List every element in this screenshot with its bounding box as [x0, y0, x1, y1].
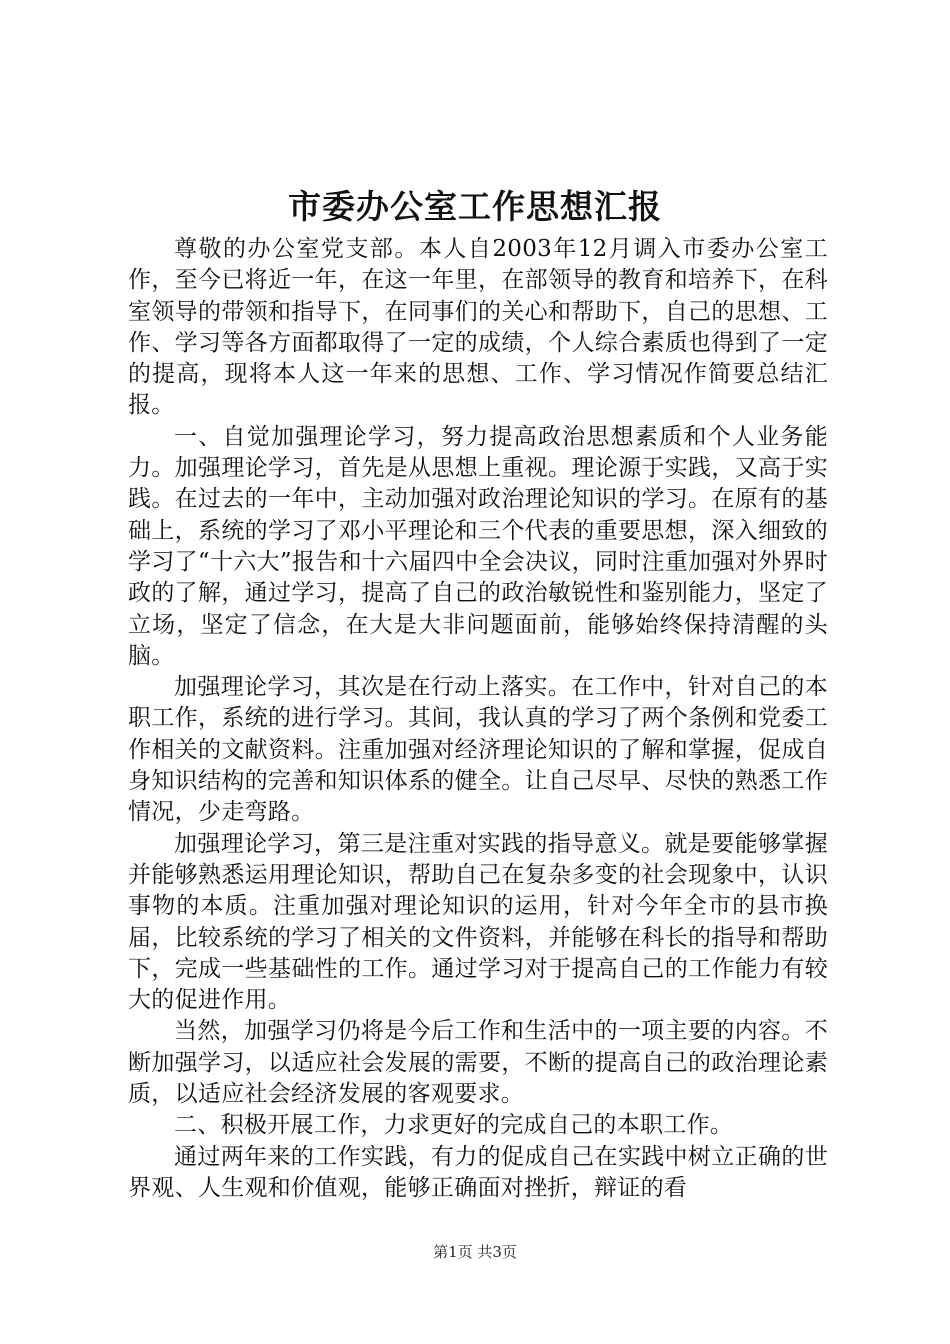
paragraph-work-practice: 通过两年来的工作实践，有力的促成自己在实践中树立正确的世界观、人生观和价值观，能够正确面对挫折，辩证的看 [128, 1143, 828, 1201]
paragraph-continued-study: 当然，加强学习仍将是今后工作和生活中的一项主要的内容。不断加强学习，以适应社会发展的需要，不断的提高自己的政治理论素质，以适应社会经济发展的客观要求。 [128, 1018, 828, 1108]
paragraph-section-two: 二、积极开展工作，力求更好的完成自己的本职工作。 [174, 1112, 734, 1139]
document-title: 市委办公室工作思想汇报 [288, 187, 662, 226]
document-body [128, 234, 828, 1204]
paragraph-theory-practice: 加强理论学习，第三是注重对实践的指导意义。就是要能够掌握并能够熟悉运用理论知识，帮助自己在复杂多变的社会现象中，认识事物的本质。注重加强对理论知识的运用，针对今年全市的县市换届，比较系统的学习了相关的文件资料，并能够在科长的指导和帮助下，完成一些基础性的工作。通过学习对于提高自己的工作能力有较大的促进作用。 [128, 830, 828, 1014]
paragraph-intro: 尊敬的办公室党支部。本人自2003年12月调入市委办公室工作，至今已将近一年，在这一年里，在部领导的教育和培养下，在科室领导的带领和指导下，在同事们的关心和帮助下，自己的思想、工作、学习等各方面都取得了一定的成绩，个人综合素质也得到了一定的提高，现将本人这一年来的思想、工作、学习情况作简要总结汇报。 [128, 236, 828, 419]
paragraph-section-one: 一、自觉加强理论学习，努力提高政治思想素质和个人业务能力。加强理论学习，首先是从思想上重视。理论源于实践，又高于实践。在过去的一年中，主动加强对政治理论知识的学习。在原有的基础上，系统的学习了邓小平理论和三个代表的重要思想，深入细致的学习了“十六大”报告和十六届四中全会决议，同时注重加强对外界时政的了解，通过学习，提高了自己的政治敏锐性和鉴别能力，坚定了立场，坚定了信念，在大是大非问题面前，能够始终保持清醒的头脑。 [128, 423, 828, 669]
paragraph-theory-action: 加强理论学习，其次是在行动上落实。在工作中，针对自己的本职工作，系统的进行学习。其间，我认真的学习了两个条例和党委工作相关的文献资料。注重加强对经济理论知识的了解和掌握，促成自身知识结构的完善和知识体系的健全。让自己尽早、尽快的熟悉工作情况，少走弯路。 [128, 674, 828, 826]
page-number: 第1页 共3页 [433, 1243, 517, 1261]
